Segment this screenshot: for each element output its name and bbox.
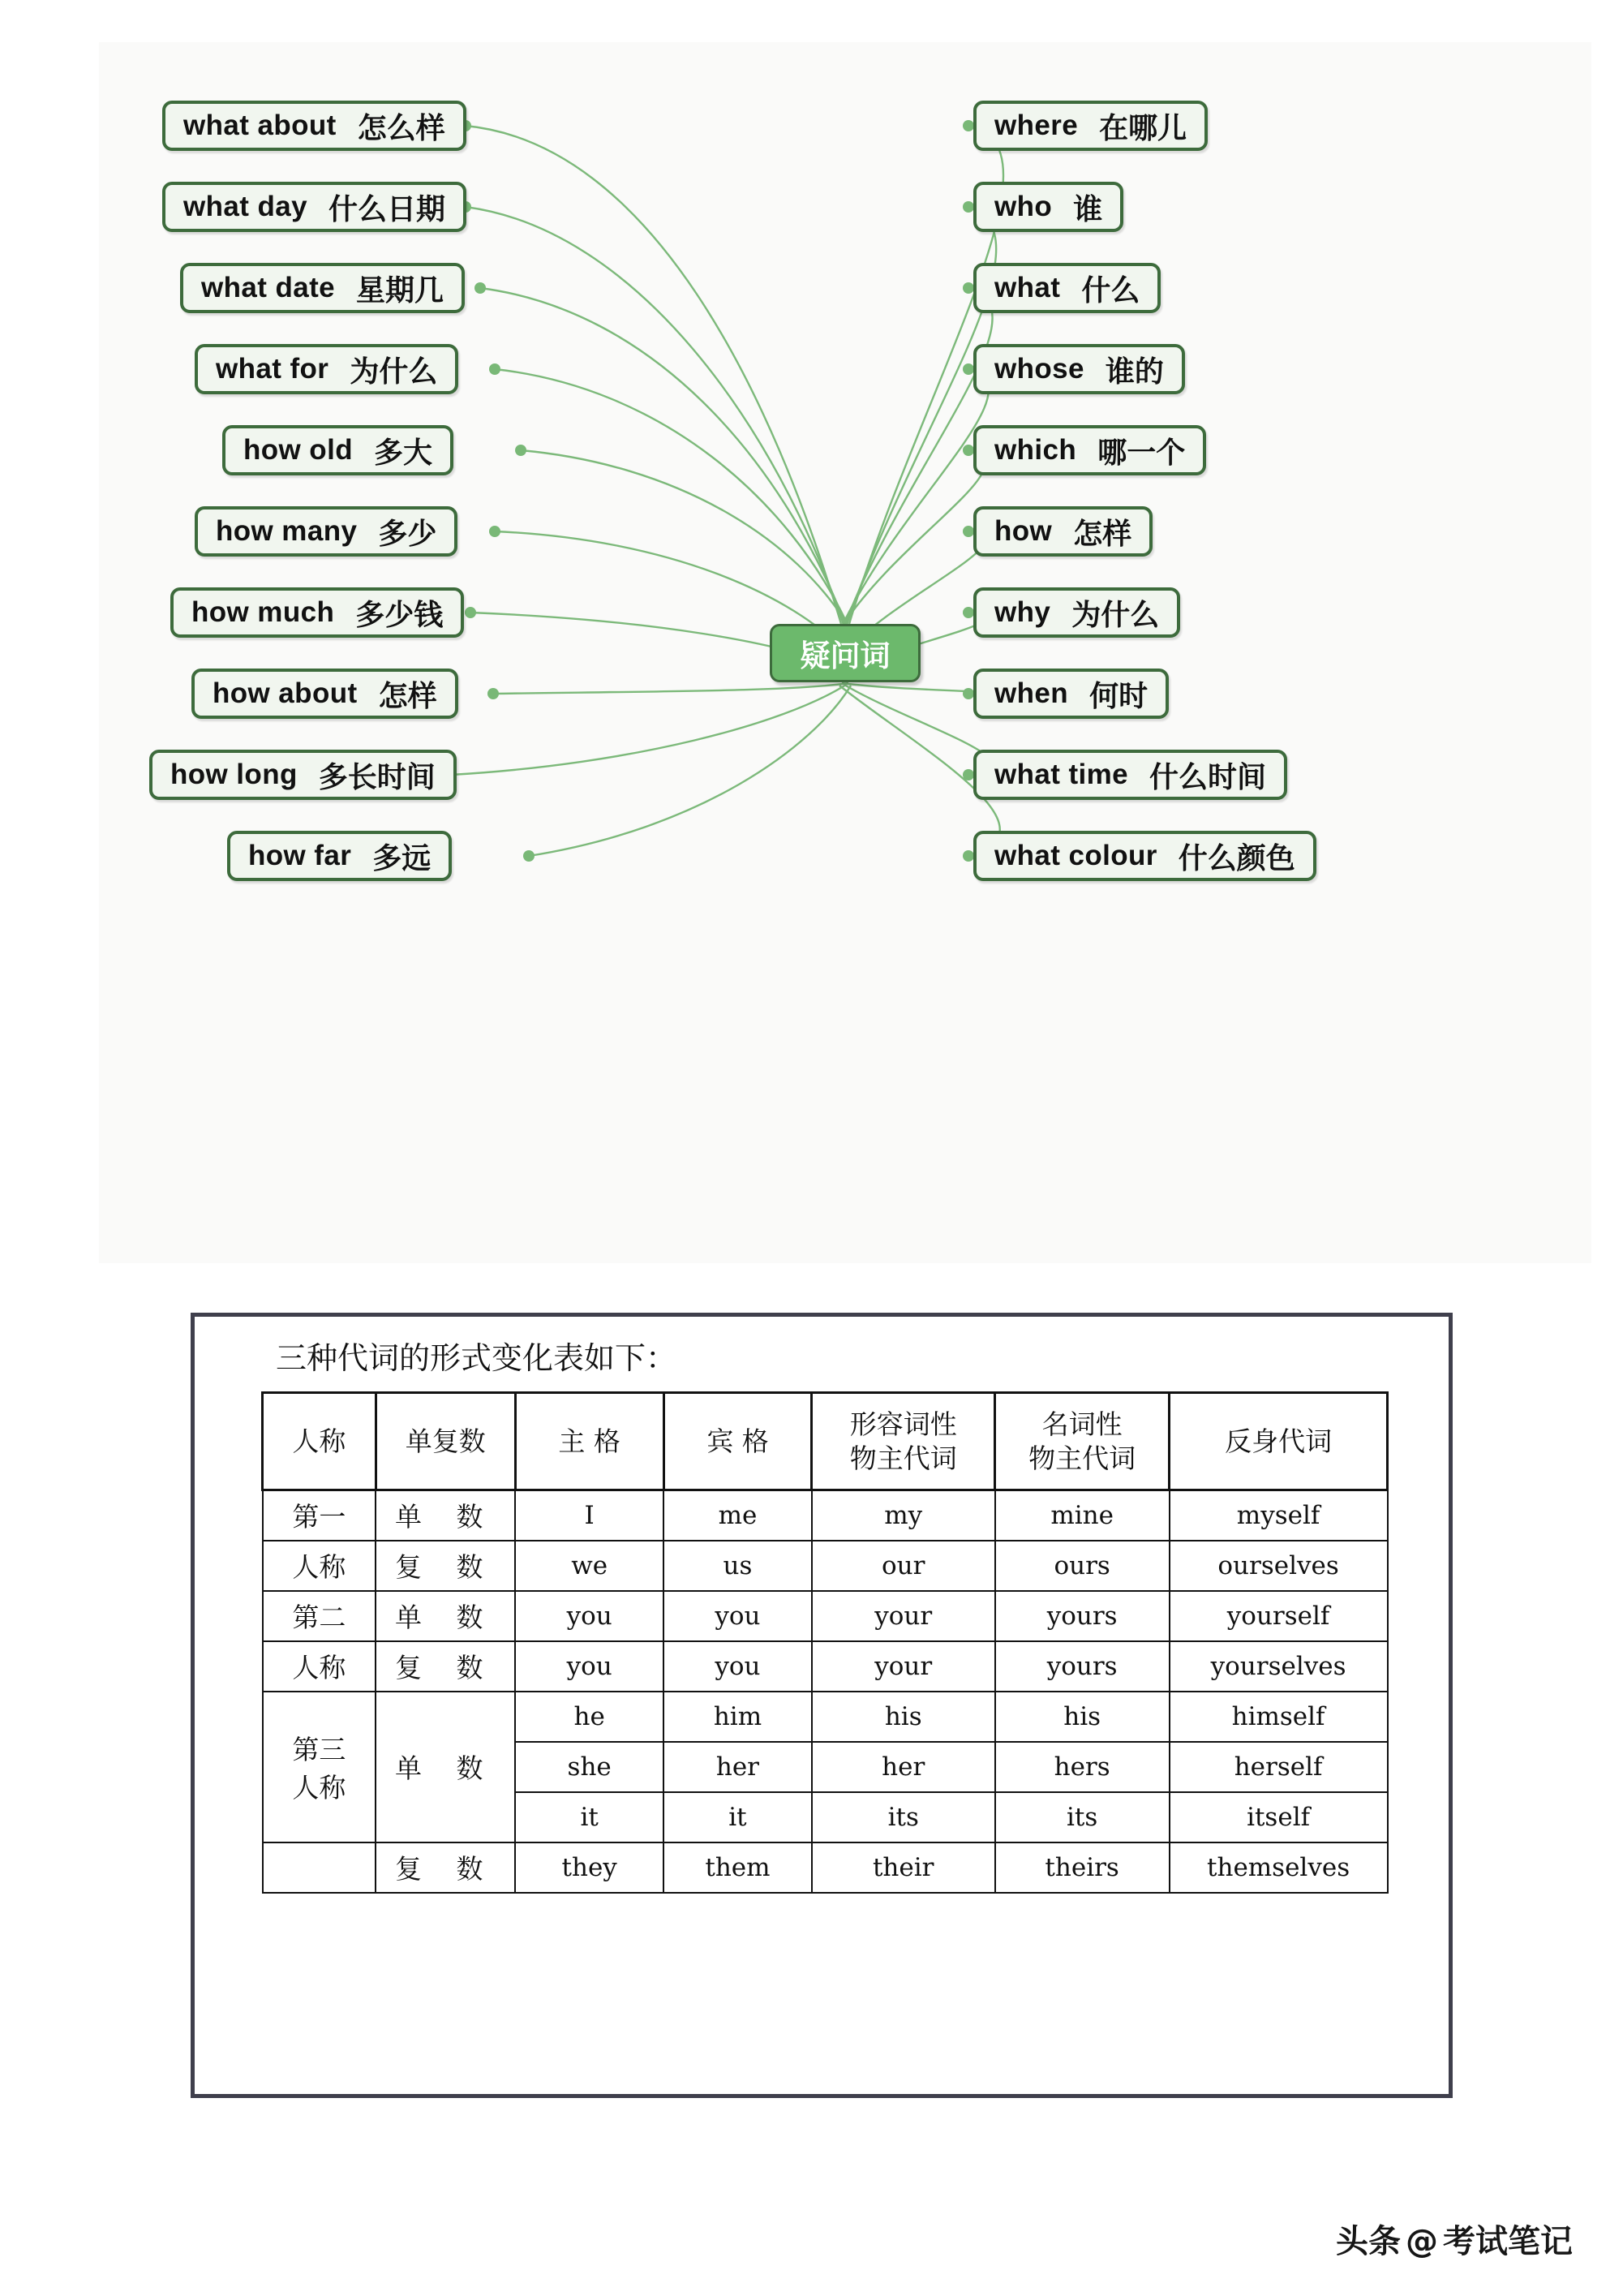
mindmap-center-node[interactable] <box>770 624 921 682</box>
node-cn-label: 怎么样 <box>357 111 445 145</box>
header-person: 人称 <box>263 1393 376 1490</box>
header-noun-possessive-line1: 名词性 <box>1041 1408 1123 1441</box>
watermark-account: 考试笔记 <box>1443 2223 1573 2260</box>
node-en-label: how long <box>170 759 298 790</box>
node-en-label: what date <box>201 272 336 303</box>
header-noun-possessive-line2: 物主代词 <box>1028 1442 1136 1474</box>
table-title: 三种代词的形式变化表如下： <box>276 1340 677 1376</box>
cell-adj-possessive: your <box>812 1641 995 1692</box>
node-en-label: whose <box>994 353 1084 385</box>
cell-reflexive: myself <box>1170 1490 1388 1541</box>
cell-subjective: it <box>515 1792 663 1842</box>
node-cn-label: 多长时间 <box>318 760 436 794</box>
node-cn-label: 什么日期 <box>328 192 445 226</box>
watermark-platform: 头条 <box>1336 2223 1401 2260</box>
cell-adj-possessive: my <box>812 1490 995 1541</box>
mindmap-node-what-about[interactable] <box>162 101 466 151</box>
node-en-label: what for <box>216 353 329 385</box>
cell-noun-possessive: mine <box>995 1490 1170 1541</box>
mindmap-panel <box>99 42 1591 1263</box>
node-en-label: how <box>994 515 1053 547</box>
cell-noun-possessive: its <box>995 1792 1170 1842</box>
mindmap-node-who[interactable] <box>973 182 1123 232</box>
cell-subjective: I <box>515 1490 663 1541</box>
pronoun-table-panel <box>191 1313 1453 2098</box>
node-cn-label: 多少钱 <box>355 598 444 632</box>
node-cn-label: 在哪儿 <box>1099 111 1187 145</box>
node-en-label: what time <box>994 759 1129 790</box>
header-reflexive: 反身代词 <box>1170 1393 1388 1490</box>
mindmap-node-how-many[interactable] <box>195 506 457 557</box>
mindmap-node-what-colour[interactable] <box>973 831 1316 881</box>
node-cn-label: 多大 <box>374 436 433 470</box>
cell-reflexive: yourself <box>1170 1591 1388 1641</box>
node-en-label: why <box>994 596 1051 628</box>
node-cn-label: 什么时间 <box>1149 760 1267 794</box>
table-row <box>263 1591 1388 1641</box>
cell-subjective: he <box>515 1692 663 1742</box>
cell-noun-possessive: yours <box>995 1591 1170 1641</box>
cell-reflexive: themselves <box>1170 1842 1388 1893</box>
cell-subjective: they <box>515 1842 663 1893</box>
mindmap-node-what-for[interactable] <box>195 344 458 394</box>
node-en-label: how far <box>248 840 352 871</box>
mindmap-node-what-time[interactable] <box>973 750 1287 800</box>
header-adj-possessive <box>812 1393 995 1490</box>
node-cn-label: 多少 <box>378 517 437 551</box>
cell-objective: you <box>663 1591 812 1641</box>
cell-adj-possessive: their <box>812 1842 995 1893</box>
cell-number: 复 数 <box>376 1641 515 1692</box>
node-en-label: what about <box>183 110 337 141</box>
header-number: 单复数 <box>376 1393 515 1490</box>
cell-adj-possessive: our <box>812 1541 995 1591</box>
cell-noun-possessive: theirs <box>995 1842 1170 1893</box>
table-header-row <box>263 1393 1388 1490</box>
node-en-label: how about <box>213 677 358 709</box>
mindmap-node-how-old[interactable] <box>222 425 453 475</box>
table-row <box>263 1541 1388 1591</box>
pronoun-table <box>261 1391 1389 1894</box>
cell-noun-possessive: hers <box>995 1742 1170 1792</box>
node-en-label: how many <box>216 515 358 547</box>
node-cn-label: 星期几 <box>356 273 444 307</box>
cell-objective: him <box>663 1692 812 1742</box>
cell-noun-possessive: ours <box>995 1541 1170 1591</box>
mindmap-node-how-about[interactable] <box>191 669 458 719</box>
cell-reflexive: herself <box>1170 1742 1388 1792</box>
node-en-label: who <box>994 191 1053 222</box>
mindmap-node-what-date[interactable] <box>180 263 465 313</box>
node-cn-label: 何时 <box>1089 679 1149 713</box>
mindmap-node-how[interactable] <box>973 506 1153 557</box>
watermark <box>1336 2216 1573 2262</box>
cell-person-line2: 人称 <box>263 1641 376 1692</box>
cell-number-plural: 复 数 <box>376 1842 515 1893</box>
header-subjective: 主 格 <box>515 1393 663 1490</box>
cell-person-line2: 人称 <box>292 1771 346 1804</box>
node-cn-label: 怎样 <box>378 679 437 713</box>
mindmap-node-how-long[interactable] <box>149 750 457 800</box>
cell-subjective: you <box>515 1641 663 1692</box>
cell-objective: me <box>663 1490 812 1541</box>
header-adj-possessive-line1: 形容词性 <box>849 1408 957 1441</box>
table-row <box>263 1641 1388 1692</box>
node-en-label: what colour <box>994 840 1157 871</box>
node-cn-label: 谁 <box>1073 192 1103 226</box>
cell-person-line1: 第一 <box>263 1490 376 1541</box>
mindmap-node-what-day[interactable] <box>162 182 466 232</box>
cell-subjective: she <box>515 1742 663 1792</box>
cell-subjective: we <box>515 1541 663 1591</box>
cell-person-line1: 第三 <box>292 1733 346 1765</box>
node-cn-label: 什么 <box>1081 273 1140 307</box>
cell-number-singular: 单 数 <box>376 1692 515 1842</box>
cell-number: 单 数 <box>376 1490 515 1541</box>
cell-objective: us <box>663 1541 812 1591</box>
cell-person-line1: 第二 <box>263 1591 376 1641</box>
node-en-label: what day <box>183 191 307 222</box>
mindmap-node-when[interactable] <box>973 669 1169 719</box>
cell-reflexive: itself <box>1170 1792 1388 1842</box>
header-objective: 宾 格 <box>663 1393 812 1490</box>
cell-objective: them <box>663 1842 812 1893</box>
node-cn-label: 怎样 <box>1073 517 1132 551</box>
header-noun-possessive <box>995 1393 1170 1490</box>
node-en-label: how old <box>243 434 353 466</box>
mindmap-node-which[interactable] <box>973 425 1206 475</box>
mindmap-node-whose[interactable] <box>973 344 1185 394</box>
cell-noun-possessive: yours <box>995 1641 1170 1692</box>
mindmap-node-where[interactable] <box>973 101 1208 151</box>
cell-reflexive: himself <box>1170 1692 1388 1742</box>
node-en-label: when <box>994 677 1069 709</box>
cell-person-empty <box>263 1842 376 1893</box>
mindmap-node-why[interactable] <box>973 587 1180 638</box>
cell-number: 复 数 <box>376 1541 515 1591</box>
node-cn-label: 为什么 <box>350 355 438 389</box>
cell-person-third <box>263 1692 376 1842</box>
table-row <box>263 1490 1388 1541</box>
node-cn-label: 谁的 <box>1105 355 1164 389</box>
mindmap-node-how-far[interactable] <box>227 831 452 881</box>
node-en-label: how much <box>191 596 335 628</box>
mindmap-node-how-much[interactable] <box>170 587 464 638</box>
cell-objective: you <box>663 1641 812 1692</box>
cell-adj-possessive: her <box>812 1742 995 1792</box>
center-node-label: 疑问词 <box>800 638 891 673</box>
watermark-at-symbol: @ <box>1406 2223 1438 2260</box>
cell-adj-possessive: your <box>812 1591 995 1641</box>
node-en-label: what <box>994 272 1061 303</box>
node-cn-label: 多远 <box>372 841 432 875</box>
cell-objective: it <box>663 1792 812 1842</box>
cell-person-line2: 人称 <box>263 1541 376 1591</box>
cell-subjective: you <box>515 1591 663 1641</box>
node-cn-label: 哪一个 <box>1097 436 1186 470</box>
node-en-label: where <box>994 110 1079 141</box>
cell-reflexive: ourselves <box>1170 1541 1388 1591</box>
mindmap-node-what[interactable] <box>973 263 1161 313</box>
cell-noun-possessive: his <box>995 1692 1170 1742</box>
cell-number: 单 数 <box>376 1591 515 1641</box>
node-cn-label: 什么颜色 <box>1178 841 1295 875</box>
node-en-label: which <box>994 434 1077 466</box>
table-row <box>263 1692 1388 1742</box>
cell-reflexive: yourselves <box>1170 1641 1388 1692</box>
cell-adj-possessive: his <box>812 1692 995 1742</box>
table-row <box>263 1842 1388 1893</box>
cell-objective: her <box>663 1742 812 1792</box>
header-adj-possessive-line2: 物主代词 <box>849 1442 957 1474</box>
node-cn-label: 为什么 <box>1071 598 1160 632</box>
cell-adj-possessive: its <box>812 1792 995 1842</box>
